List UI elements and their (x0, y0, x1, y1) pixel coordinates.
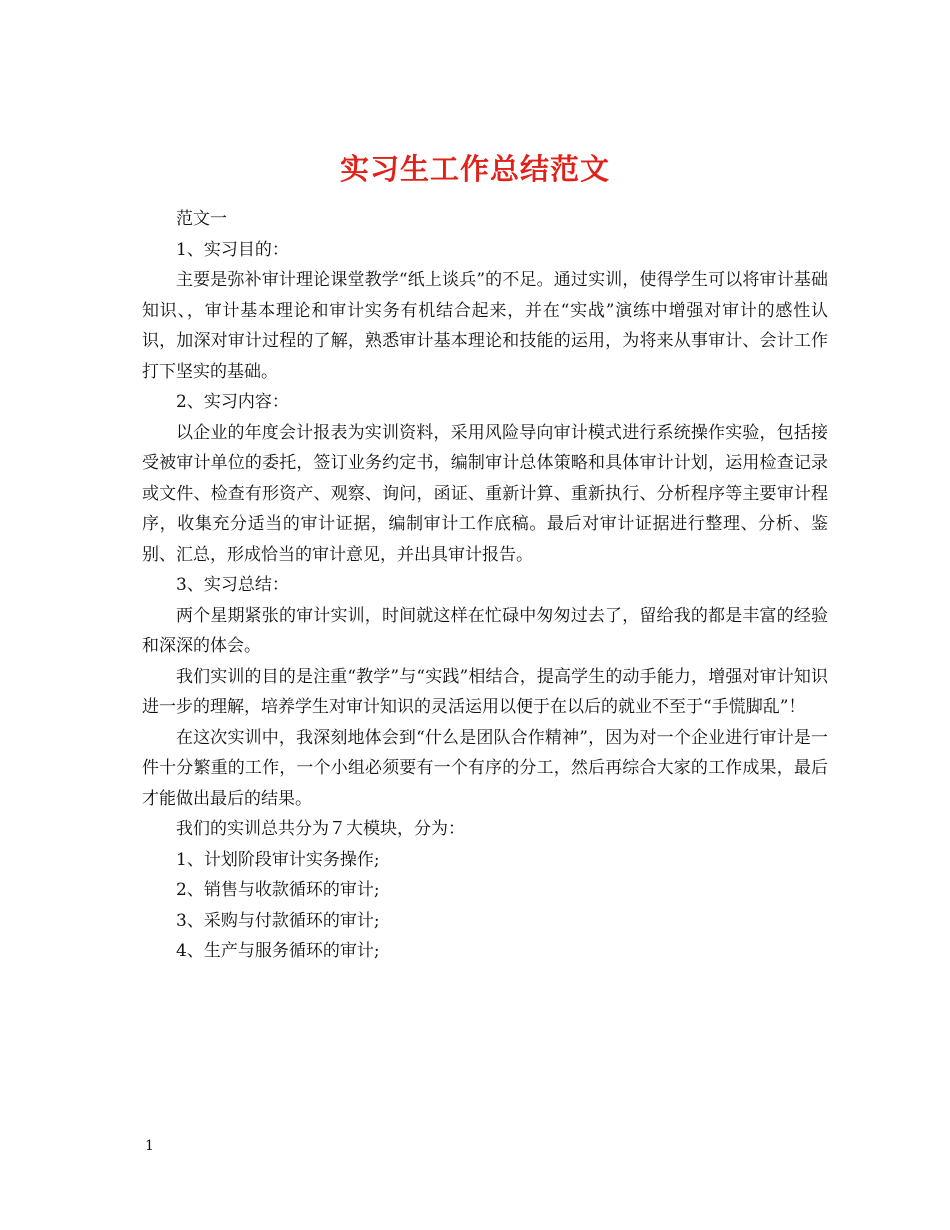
list-item: 3、采购与付款循环的审计; (176, 910, 380, 931)
heading-summary: 3、实习总结： (176, 575, 289, 595)
list-item: 2、销售与收款循环的审计; (176, 880, 380, 900)
document-body (142, 204, 828, 967)
paragraph-summary-1: 两个星期紧张的审计实训，时间就这样在忙碌中匆匆过去了，留给我的都是丰富的经验和深深的体会。 (142, 605, 828, 656)
section-label: 范文一 (176, 209, 227, 229)
list-item: 4、生产与服务循环的审计; (176, 941, 380, 961)
paragraph-summary-3: 在这次实训中，我深刻地体会到“什么是团队合作精神”，因为对一个企业进行审计是一件十分繁重的工作，一个小组必须要有一个有序的分工，然后再综合大家的工作成果，最后才能做出最后的结果。 (142, 727, 828, 809)
heading-purpose: 1、实习目的： (176, 239, 289, 260)
list-item: 1、计划阶段审计实务操作; (176, 849, 380, 870)
paragraph-purpose: 主要是弥补审计理论课堂教学“纸上谈兵”的不足。通过实训，使得学生可以将审计基础知识、，审计基本理论和审计实务有机结合起来，并在“实战”演练中增强对审计的感性认识，加深对审计过程的了解，熟悉审计基本理论和技能的运用，为将来从事审计、会计工作打下坚实的基础。 (142, 270, 828, 382)
document-title: 实习生工作总结范文 (339, 152, 610, 187)
paragraph-content: 以企业的年度会计报表为实训资料，采用风险导向审计模式进行系统操作实验，包括接受被审计单位的委托，签订业务约定书，编制审计总体策略和具体审计计划，运用检查记录或文件、检查有形资产、观察、询问，函证、重新计算、重新执行、分析程序等主要审计程序，收集充分适当的审计证据，编制审计工作底稿。最后对审计证据进行整理、分析、鉴别、汇总，形成恰当的审计意见，并出具审计报告。 (142, 422, 828, 565)
page-number: 1 (145, 1138, 154, 1154)
heading-content: 2、实习内容： (176, 392, 289, 412)
paragraph-summary-2: 我们实训的目的是注重“教学”与“实践”相结合，提高学生的动手能力，增强对审计知识进一步的理解，培养学生对审计知识的灵活运用以便于在以后的就业不至于“手慌脚乱”！ (142, 666, 828, 717)
paragraph-modules-intro: 我们的实训总共分为７大模块，分为： (176, 819, 465, 839)
